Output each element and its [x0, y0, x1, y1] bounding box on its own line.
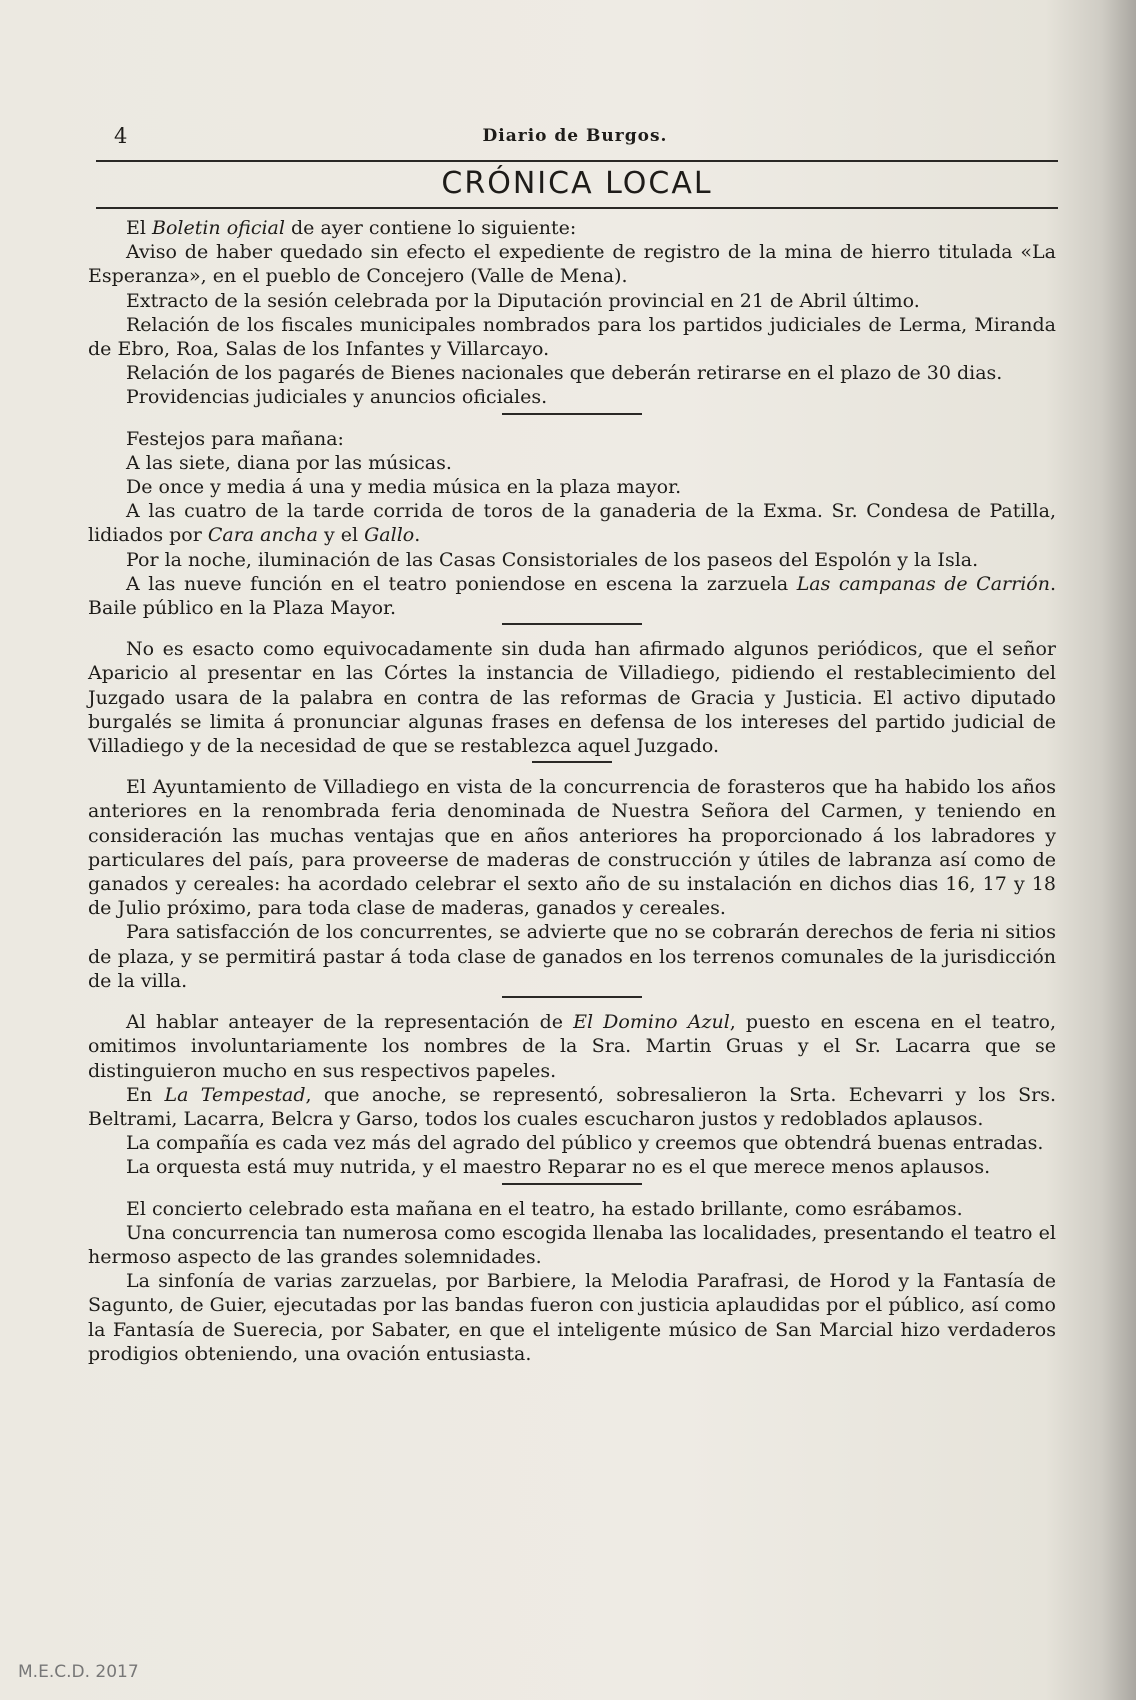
boletin-intro: El Boletin oficial de ayer contiene lo siguiente: — [126, 217, 577, 239]
boletin-item: Extracto de la sesión celebrada por la Diputación provincial en 21 de Abril último. — [126, 289, 920, 312]
concierto-paragraph: El concierto celebrado esta mañana en el teatro, ha estado brillante, como esrábamos. — [126, 1197, 963, 1220]
teatro-paragraph: Al hablar anteayer de la representación de El Domino Azul, puesto en escena en el teatro, omitimos involuntariamente los nombres de la Sra. Martin Gruas y el Sr. Lacarra que se distinguieron mucho en sus respectivos papeles. — [88, 1011, 1056, 1082]
teatro-paragraph: En La Tempestad, que anoche, se representó, sobresalieron la Srta. Echevarri y los Srs. Beltrami, Lacarra, Belcra y Garso, todos los cuales escucharon justos y redoblados aplausos. — [88, 1083, 1056, 1130]
boletin-item: Providencias judiciales y anuncios oficiales. — [126, 386, 548, 409]
header-rule — [96, 160, 1058, 162]
festejos-item: Por la noche, iluminación de las Casas Consistoriales de los paseos del Espolón y la Isla. — [126, 548, 979, 571]
newspaper-title: Diario de Burgos. — [482, 126, 668, 146]
section-title-rule — [96, 207, 1058, 209]
watermark: M.E.C.D. 2017 — [18, 1662, 139, 1682]
teatro-paragraph: La orquesta está muy nutrida, y el maestro Reparar no es el que merece menos aplausos. — [126, 1156, 991, 1179]
festejos-heading: Festejos para mañana: — [126, 427, 344, 450]
concierto-paragraph: Una concurrencia tan numerosa como escogida llenaba las localidades, presentando el teatro el hermoso aspecto de las grandes solemnidades. — [88, 1221, 1056, 1268]
boletin-item: Aviso de haber quedado sin efecto el expediente de registro de la mina de hierro titulada «La Esperanza», en el pueblo de Concejero (Valle de Mena). — [88, 241, 1056, 288]
aparicio-paragraph: No es esacto como equivocadamente sin duda han afirmado algunos periódicos, que el señor Aparicio al presentar en las Córtes la instancia de Villadiego, pidiendo el restablecimiento del Juzgado usara de la palabra en contra de las reformas de Gracia y Justicia. El activo diputado burgalés se limita á pronunciar algunas frases en defensa de los intereses del partido judicial de Villadiego y de la necesidad de que se restablezca aquel Juzgado. — [88, 638, 1056, 758]
page-header — [96, 122, 1054, 156]
page-number: 4 — [114, 124, 128, 148]
separator-rule — [502, 623, 642, 625]
festejos-item: A las cuatro de la tarde corrida de toros de la ganaderia de la Exma. Sr. Condesa de Patilla, lidiados por Cara ancha y el Gallo. — [88, 500, 1056, 547]
separator-rule — [502, 996, 642, 998]
separator-rule — [502, 413, 642, 415]
section-title: CRÓNICA LOCAL — [441, 166, 713, 201]
festejos-item: A las siete, diana por las músicas. — [126, 451, 452, 474]
festejos-item: De once y media á una y media música en la plaza mayor. — [126, 476, 682, 499]
boletin-item: Relación de los fiscales municipales nombrados para los partidos judiciales de Lerma, Miranda de Ebro, Roa, Salas de los Infantes y Villarcayo. — [88, 313, 1056, 361]
separator-rule — [502, 1183, 642, 1185]
festejos-item: A las nueve función en el teatro poniendose en escena la zarzuela Las campanas de Carrión. Baile público en la Plaza Mayor. — [88, 572, 1057, 620]
article-body — [88, 216, 1056, 1366]
villadiego-paragraph: El Ayuntamiento de Villadiego en vista de la concurrencia de forasteros que ha habido los años anteriores en la renombrada feria denominada de Nuestra Señora del Carmen, y teniendo en consideración las muchas ventajas que en años anteriores ha proporcionado á los labradores y particulares del país, para proveerse de maderas de construcción y útiles de labranza así como de ganados y cereales: ha acordado celebrar el sexto año de su instalación en dichos dias 16, 17 y 18 de Julio próximo, para toda clase de maderas, ganados y cereales. — [88, 776, 1056, 920]
separator-rule — [532, 761, 612, 763]
boletin-item: Relación de los pagarés de Bienes nacionales que deberán retirarse en el plazo de 30 dias. — [126, 362, 1003, 385]
villadiego-paragraph: Para satisfacción de los concurrentes, se advierte que no se cobrarán derechos de feria ni sitios de plaza, y se permitirá pastar á toda clase de ganados en los terrenos comunales de la jurisdicción de la villa. — [88, 921, 1056, 992]
teatro-paragraph: La compañía es cada vez más del agrado del público y creemos que obtendrá buenas entradas. — [126, 1132, 1044, 1155]
concierto-paragraph: La sinfonía de varias zarzuelas, por Barbiere, la Melodia Parafrasi, de Horod y la Fantasía de Sagunto, de Guier, ejecutadas por las bandas fueron con justicia aplaudidas por el público, así como la Fantasía de Suerecia, por Sabater, en que el inteligente músico de San Marcial hizo verdaderos prodigios obteniendo, una ovación entusiasta. — [88, 1270, 1056, 1365]
